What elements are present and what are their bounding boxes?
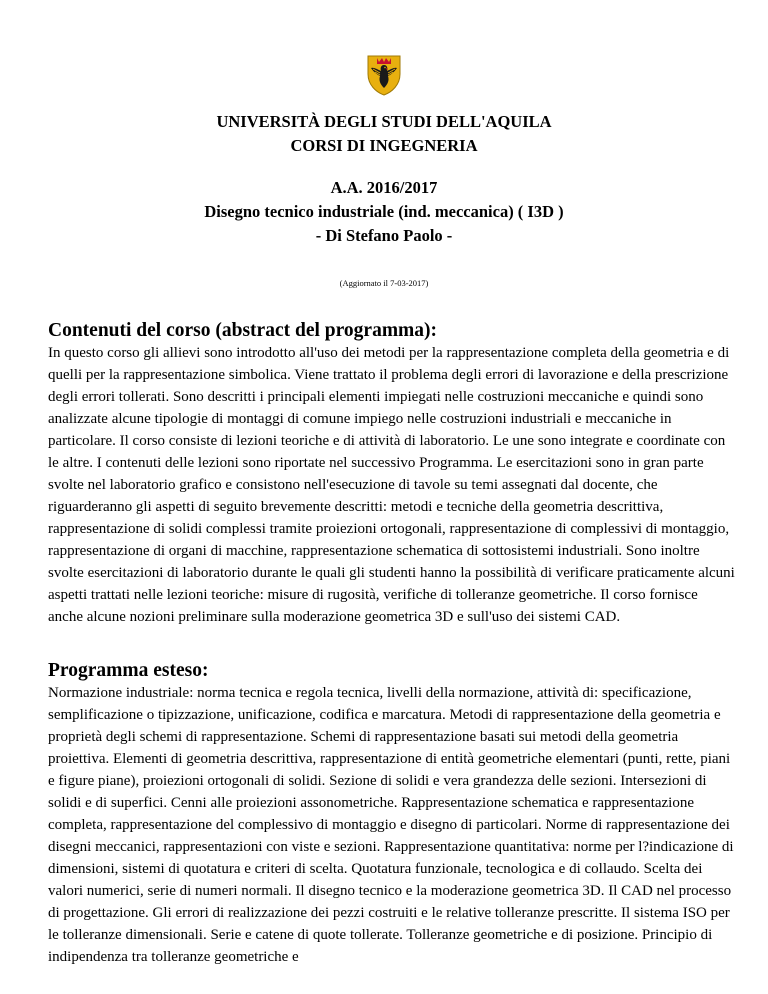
section-body-contenuti: In questo corso gli allievi sono introdotto all'uso dei metodi per la rappresentazione completa della geometria e di quelli per la rappresentazione simbolica. Viene trattato il problema degli errori di lavorazione e della prescrizione degli errori tollerati. Sono descritti i principali elementi impiegati nelle costruzioni meccaniche e quindi sono analizzate alcune tipologie di montaggi di comune impiego nelle costruzioni industriali e meccaniche in particolare. Il corso consiste di lezioni teoriche e di attività di laboratorio. Le une sono integrate e coordinate con le altre. I contenuti delle lezioni sono riportate nel successivo Programma. Le esercitazioni sono in gran parte svolte nel laboratorio grafico e consistono nell'esecuzione di tavole su temi assegnati dal docente, che riguarderanno gli aspetti di seguito brevemente descritti: metodi e tecniche della geometria descrittiva, rappresentazione di solidi complessi tramite proiezioni ortogonali, rappresentazione di complessivi di montaggio, rappresentazione di organi di macchine, rappresentazione schematica di sottosistemi industriali. Sono inoltre svolte esercitazioni di laboratorio durante le quali gli studenti hanno la possibilità di verificare praticamente alcuni aspetti trattati nelle lezioni teoriche: misure di rugosità, verifiche di tolleranze geometriche. Il corso fornisce anche alcune nozioni preliminare sulla moderazione geometrica 3D e sull'uso dei sistemi CAD. [48,345,735,625]
academic-year: A.A. 2016/2017 [330,178,438,197]
section-title-contenuti: Contenuti del corso (abstract del programma): [48,320,438,341]
course-name: Disegno tecnico industriale (ind. meccanica) ( I3D ) [204,202,564,221]
university-logo [364,52,404,96]
section-title-programma: Programma esteso: [48,660,209,681]
faculty-name: CORSI DI INGEGNERIA [290,136,478,155]
university-name: UNIVERSITÀ DEGLI STUDI DELL'AQUILA [216,112,552,131]
updated-date: (Aggiornato il 7-03-2017) [339,278,429,288]
header-university-block [0,110,768,158]
section-body-programma: Normazione industriale: norma tecnica e regola tecnica, livelli della normazione, attività di: specificazione, semplificazione o tipizzazione, unificazione, codifica e marcatura. Metodi di rappresentazione della geometria e proprietà degli schemi di rappresentazione. Schemi di rappresentazione basati sui metodi della geometria proiettiva. Elementi di geometria descrittiva, rappresentazione di entità geometriche elementari (punti, rette, piani e figure piane), proiezioni ortogonali di solidi. Sezione di solidi e vera grandezza delle sezioni. Intersezioni di solidi e di superfici. Cenni alle proiezioni assonometriche. Rappresentazione schematica e rappresentazione completa, rappresentazione del complessivo di montaggio e disegno di particolari. Norme di rappresentazione dei disegni meccanici, rappresentazioni con viste e sezioni. Rappresentazione quantitativa: norme per l?indicazione di dimensioni, sistemi di quotatura e criteri di scelta. Quotatura funzionale, tecnologica e di collaudo. Scelta dei valori numerici, serie di numeri normali. Il disegno tecnico e la moderazione geometrica 3D. Il CAD nel processo di progettazione. Gli errori di realizzazione dei pezzi costruiti e le relative tolleranze prescritte. Il sistema ISO per le tolleranze dimensionali. Serie e catene di quote tollerate. Tolleranze geometriche e di posizione. Principio di indipendenza tra tolleranze geometriche e [48,685,734,965]
eagle-crest-icon [364,52,404,96]
professor-name: - Di Stefano Paolo - [315,226,453,245]
header-course-block [0,176,768,248]
